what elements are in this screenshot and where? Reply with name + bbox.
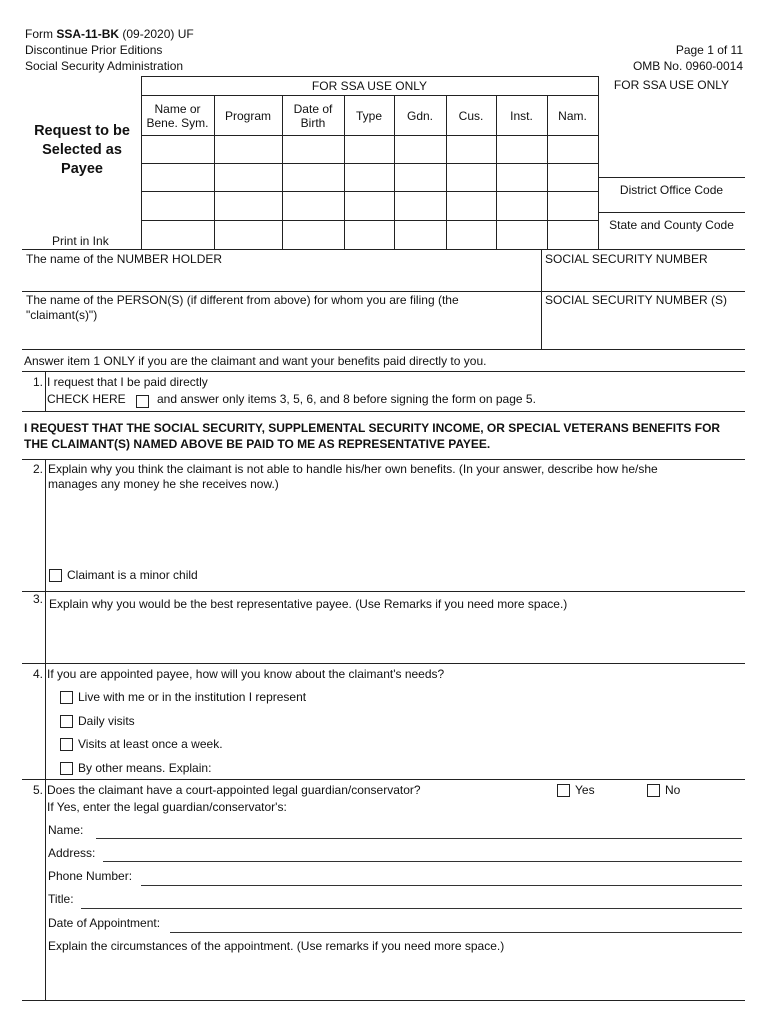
live-with-checkbox[interactable]	[60, 691, 73, 704]
minor-child-checkbox[interactable]	[49, 569, 62, 582]
divider	[22, 591, 745, 592]
option-label: Live with me or in the institution I represent	[78, 690, 307, 704]
divider	[22, 459, 745, 460]
col-header-name: Name or Bene. Sym.	[146, 102, 209, 130]
appointment-date-field[interactable]	[170, 932, 742, 933]
state-county-code-label: State and County Code	[609, 218, 734, 232]
minor-child-label: Claimant is a minor child	[67, 568, 198, 582]
divider	[22, 371, 745, 372]
guardian-address-field[interactable]	[103, 861, 742, 862]
divider	[141, 95, 598, 96]
ssn-s-label: SOCIAL SECURITY NUMBER (S)	[545, 293, 728, 307]
guardian-address-label: Address:	[48, 846, 96, 860]
form-title: Request to be Selected as Payee	[34, 123, 130, 177]
divider	[22, 663, 745, 664]
yes-label: Yes	[575, 783, 595, 797]
item3-answer-field[interactable]	[47, 614, 743, 662]
divider	[22, 411, 745, 412]
item-number: 4.	[32, 667, 43, 681]
ssa-use-only-label: FOR SSA USE ONLY	[613, 78, 730, 92]
item1-instructions: and answer only items 3, 5, 6, and 8 before signing the form on page 5.	[157, 392, 536, 406]
appointment-date-label: Date of Appointment:	[48, 916, 161, 930]
appointment-circumstances-field[interactable]	[47, 956, 743, 999]
guardian-title-label: Title:	[48, 892, 74, 906]
option-label: Visits at least once a week.	[78, 737, 223, 751]
form-id: Form SSA-11-BK (09-2020) UF	[25, 27, 194, 41]
divider	[141, 220, 598, 221]
item-number: 2.	[32, 462, 43, 476]
discontinue-note: Discontinue Prior Editions	[25, 43, 163, 57]
divider	[141, 191, 598, 192]
other-means-checkbox[interactable]	[60, 762, 73, 775]
ssn-label: SOCIAL SECURITY NUMBER	[545, 252, 708, 266]
daily-visits-checkbox[interactable]	[60, 715, 73, 728]
col-header-inst: Inst.	[510, 109, 533, 123]
divider	[22, 349, 745, 350]
agency-name: Social Security Administration	[25, 59, 184, 73]
col-header-nam: Nam.	[558, 109, 587, 123]
item4-text: If you are appointed payee, how will you know about the claimant's needs?	[47, 667, 445, 681]
guardian-name-label: Name:	[48, 823, 84, 837]
other-means-explain-field[interactable]	[226, 758, 743, 776]
item-number: 5.	[32, 783, 43, 797]
number-holder-label: The name of the NUMBER HOLDER	[26, 252, 223, 266]
item-number: 1.	[32, 375, 43, 389]
ssn-s-field[interactable]	[541, 310, 745, 348]
option-label: By other means. Explain:	[78, 761, 212, 775]
divider	[22, 779, 745, 780]
item1-text: I request that I be paid directly	[47, 375, 208, 389]
claimant-name-label: The name of the PERSON(S) (if different from above) for whom you are filing (the "claimant(s)")	[26, 293, 459, 322]
district-office-code-label: District Office Code	[619, 183, 724, 197]
divider	[45, 371, 46, 411]
col-header-program: Program	[224, 109, 271, 123]
guardian-phone-label: Phone Number:	[48, 869, 133, 883]
form-number: SSA-11-BK	[56, 27, 120, 41]
appointment-circumstances-label: Explain the circumstances of the appointment. (Use remarks if you need more space.)	[48, 939, 505, 953]
divider	[22, 291, 745, 292]
ssn-field[interactable]	[541, 268, 745, 290]
item-number: 3.	[32, 592, 43, 606]
item2-text: Explain why you think the claimant is not able to handle his/her own benefits. (In your answer, describe how he/she manages any money he she receives now.)	[48, 462, 658, 491]
paid-directly-checkbox[interactable]	[136, 395, 149, 408]
divider	[141, 135, 598, 136]
if-yes-label: If Yes, enter the legal guardian/conservator's:	[47, 800, 287, 814]
guardian-yes-checkbox[interactable]	[557, 784, 570, 797]
item5-text: Does the claimant have a court-appointed legal guardian/conservator?	[47, 783, 421, 797]
print-in-ink-note: Print in Ink	[52, 234, 109, 248]
divider	[141, 163, 598, 164]
item2-answer-field[interactable]	[47, 496, 743, 562]
divider	[22, 1000, 745, 1001]
divider	[22, 249, 745, 250]
option-label: Daily visits	[78, 714, 135, 728]
item1-intro: Answer item 1 ONLY if you are the claimant and want your benefits paid directly to you.	[24, 354, 487, 368]
divider	[598, 177, 745, 178]
ssa-use-only-label: FOR SSA USE ONLY	[311, 79, 428, 93]
weekly-visits-checkbox[interactable]	[60, 738, 73, 751]
col-header-cus: Cus.	[458, 109, 484, 123]
check-here-label: CHECK HERE	[47, 392, 126, 406]
guardian-name-field[interactable]	[96, 838, 742, 839]
number-holder-field[interactable]	[22, 268, 540, 290]
guardian-title-field[interactable]	[81, 908, 742, 909]
col-header-gdn: Gdn.	[406, 109, 433, 123]
no-label: No	[665, 783, 681, 797]
item3-text: Explain why you would be the best representative payee. (Use Remarks if you need more space.)	[49, 597, 568, 611]
divider	[598, 212, 745, 213]
payee-request-statement: I REQUEST THAT THE SOCIAL SECURITY, SUPPLEMENTAL SECURITY INCOME, OR SPECIAL VETERANS BENEFITS FOR THE CLAIMANT(S) NAMED ABOVE BE PAID TO ME AS REPRESENTATIVE PAYEE.	[24, 421, 721, 451]
omb-number: OMB No. 0960-0014	[632, 59, 743, 73]
claimant-name-field[interactable]	[22, 323, 540, 348]
guardian-phone-field[interactable]	[141, 885, 742, 886]
guardian-no-checkbox[interactable]	[647, 784, 660, 797]
col-header-dob: Date of Birth	[293, 102, 333, 130]
divider	[45, 459, 46, 1000]
page-number: Page 1 of 11	[675, 43, 743, 57]
divider	[141, 76, 598, 77]
col-header-type: Type	[355, 109, 382, 123]
